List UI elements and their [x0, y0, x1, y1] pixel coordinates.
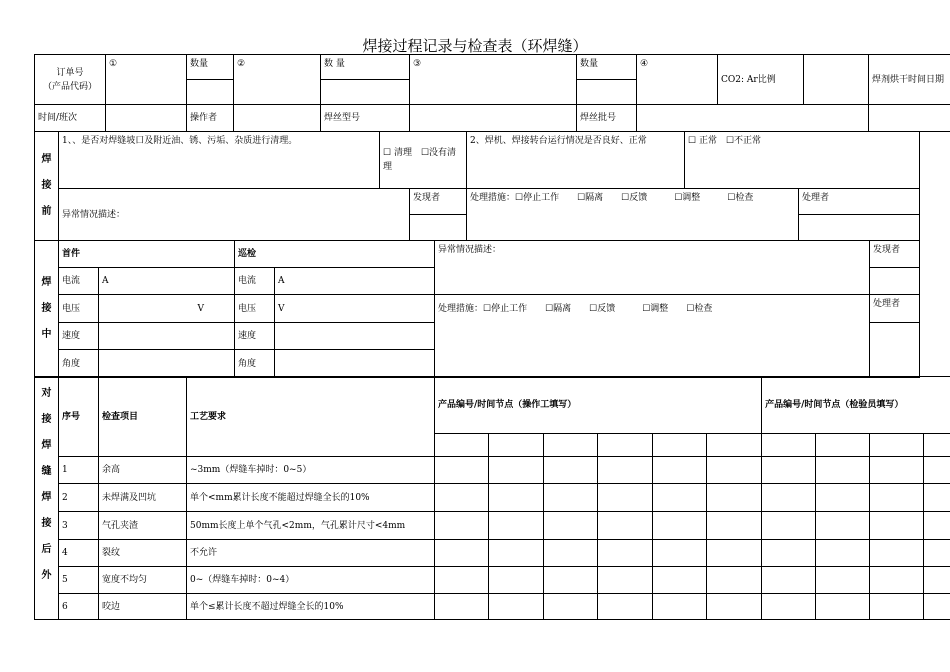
co2-ratio-label: CO2: Ar比例 — [718, 55, 804, 105]
during-finder-label: 发现者 — [870, 241, 920, 268]
cell[interactable] — [816, 457, 870, 484]
qty-value-1[interactable] — [187, 80, 234, 105]
cell[interactable] — [870, 540, 924, 567]
cell[interactable] — [653, 484, 707, 512]
row-req: 单个<mm累计长度不能超过焊缝全长的10% — [187, 484, 435, 512]
circle-4: ④ — [640, 59, 649, 69]
row-req: 0~（焊缝车掉时：0~4） — [187, 567, 435, 594]
cell[interactable] — [924, 540, 950, 567]
row-no: 2 — [59, 484, 99, 512]
order-no-text: 订单号 — [56, 67, 84, 78]
op-node-2[interactable] — [489, 434, 544, 457]
cell[interactable] — [924, 484, 950, 512]
qty-label-2: 数 量 — [321, 55, 410, 80]
cell[interactable] — [598, 512, 653, 540]
row-item: 宽度不均匀 — [99, 567, 187, 594]
order-slot-1[interactable] — [106, 55, 187, 80]
cell[interactable] — [870, 567, 924, 594]
q1-options[interactable]: ☐ 清理 ☐没有清理 — [380, 132, 467, 189]
first-speed-label: 速度 — [59, 323, 99, 350]
during-abnormal[interactable]: 异常情况描述： — [435, 241, 870, 295]
before-weld-table — [34, 131, 920, 241]
table-row — [35, 540, 950, 567]
col-item-header: 检查项目 — [99, 377, 187, 457]
before-finder-label: 发现者 — [410, 189, 467, 215]
order-value-1[interactable] — [106, 80, 187, 105]
qty-value-2[interactable] — [321, 80, 410, 105]
q2-options[interactable]: ☐ 正常 ☐不正常 — [685, 132, 920, 189]
cell[interactable] — [544, 540, 598, 567]
before-weld-label: 焊 接 前 — [35, 132, 59, 241]
cell[interactable] — [489, 594, 544, 620]
after-weld-label: 对 接 焊 缝 焊 接 后 外 — [35, 377, 59, 620]
insp-node-1[interactable] — [762, 434, 816, 457]
cell[interactable] — [435, 484, 489, 512]
time-shift-label: 时间/班次 — [35, 105, 106, 132]
page-title: 焊接过程记录与检查表（环焊缝） — [362, 37, 588, 55]
wire-model-value[interactable] — [410, 105, 577, 132]
during-weld-label: 焊 接 中 — [35, 241, 59, 378]
qty-label-1: 数量 — [187, 55, 234, 80]
cell[interactable] — [544, 567, 598, 594]
during-handler-value[interactable] — [870, 323, 920, 378]
table-row — [35, 512, 950, 540]
cell[interactable] — [762, 540, 816, 567]
insp-node-3[interactable] — [870, 434, 924, 457]
cell[interactable] — [816, 594, 870, 620]
cell[interactable] — [598, 457, 653, 484]
before-abnormal[interactable]: 异常情况描述： — [59, 189, 410, 241]
row-no: 6 — [59, 594, 99, 620]
order-slot-3[interactable] — [410, 55, 577, 80]
insp-node-2[interactable] — [816, 434, 870, 457]
cell[interactable] — [762, 567, 816, 594]
order-no-label — [35, 55, 106, 105]
cell[interactable] — [489, 540, 544, 567]
order-slot-2[interactable] — [234, 55, 321, 80]
cell[interactable] — [653, 540, 707, 567]
patrol-current-value[interactable]: A — [275, 268, 435, 295]
cell[interactable] — [870, 484, 924, 512]
during-measures[interactable]: 处理措施：☐停止工作 ☐隔离 ☐反馈 ☐调整 ☐检查 — [435, 295, 870, 378]
row-req: 不允许 — [187, 540, 435, 567]
cell[interactable] — [762, 594, 816, 620]
row-no: 5 — [59, 567, 99, 594]
during-handler-label: 处理者 — [870, 295, 920, 323]
order-slot-4[interactable] — [637, 55, 718, 80]
row-no: 4 — [59, 540, 99, 567]
row-req: 50mm长度上单个气孔<2mm，气孔累计尺寸<4mm — [187, 512, 435, 540]
first-current-label: 电流 — [59, 268, 99, 295]
row-req: ~3mm（焊缝车掉时：0~5） — [187, 457, 435, 484]
patrol-header: 巡检 — [235, 241, 435, 268]
col-inspector-header: 产品编号/时间节点（检验员填写） — [762, 377, 950, 434]
q2-machine: 2、焊机、焊接转台运行情况是否良好、正常 — [467, 132, 685, 189]
before-finder-value[interactable] — [410, 215, 467, 241]
q1-cleaning: 1、、是否对焊缝坡口及附近油、锈、污垢、杂质进行清理。 — [59, 132, 380, 189]
order-value-2[interactable] — [234, 80, 321, 105]
row-item: 咬边 — [99, 594, 187, 620]
co2-ratio-value[interactable] — [804, 55, 869, 105]
cell[interactable] — [544, 457, 598, 484]
cell[interactable] — [489, 484, 544, 512]
cell[interactable] — [816, 484, 870, 512]
op-node-5[interactable] — [653, 434, 707, 457]
qty-value-3[interactable] — [577, 80, 637, 105]
header-table — [34, 54, 950, 132]
patrol-speed-value[interactable] — [275, 323, 435, 350]
patrol-current-label: 电流 — [235, 268, 275, 295]
cell[interactable] — [707, 540, 762, 567]
cell[interactable] — [707, 484, 762, 512]
cell[interactable] — [653, 457, 707, 484]
cell[interactable] — [816, 540, 870, 567]
row-no: 3 — [59, 512, 99, 540]
before-handler-label: 处理者 — [799, 189, 920, 215]
row-item: 未焊满及凹坑 — [99, 484, 187, 512]
cell[interactable] — [653, 567, 707, 594]
first-speed-value[interactable] — [99, 323, 235, 350]
operator-value[interactable] — [234, 105, 321, 132]
cell[interactable] — [489, 567, 544, 594]
cell[interactable] — [435, 567, 489, 594]
cell[interactable] — [762, 512, 816, 540]
patrol-speed-label: 速度 — [235, 323, 275, 350]
cell[interactable] — [870, 512, 924, 540]
op-node-1[interactable] — [435, 434, 489, 457]
after-weld-table — [34, 376, 950, 620]
cell[interactable] — [816, 512, 870, 540]
circle-3: ③ — [413, 59, 422, 69]
cell[interactable] — [598, 484, 653, 512]
cell[interactable] — [924, 512, 950, 540]
cell[interactable] — [544, 594, 598, 620]
col-no-header: 序号 — [59, 377, 99, 457]
first-angle-value[interactable] — [99, 350, 235, 378]
table-row — [35, 567, 950, 594]
first-current-value[interactable]: A — [99, 268, 235, 295]
cell[interactable] — [489, 512, 544, 540]
cell[interactable] — [435, 512, 489, 540]
patrol-angle-label: 角度 — [235, 350, 275, 378]
cell[interactable] — [870, 594, 924, 620]
first-voltage-label: 电压 — [59, 295, 99, 323]
patrol-voltage-label: 电压 — [235, 295, 275, 323]
circle-2: ② — [237, 59, 246, 69]
cell[interactable] — [544, 484, 598, 512]
row-req: 单个≤累计长度不超过焊缝全长的10% — [187, 594, 435, 620]
cell[interactable] — [653, 594, 707, 620]
cell[interactable] — [924, 594, 950, 620]
cell[interactable] — [707, 457, 762, 484]
op-node-4[interactable] — [598, 434, 653, 457]
order-value-4[interactable] — [637, 80, 718, 105]
flux-dry-label: 焊剂烘干时间日期 — [869, 55, 950, 105]
cell[interactable] — [924, 567, 950, 594]
table-row — [35, 594, 950, 620]
cell[interactable] — [598, 540, 653, 567]
patrol-voltage-value[interactable]: V — [275, 295, 435, 323]
circle-1: ① — [109, 59, 118, 69]
cell[interactable] — [489, 457, 544, 484]
operator-label: 操作者 — [187, 105, 234, 132]
insp-node-4[interactable] — [924, 434, 950, 457]
wire-batch-label: 焊丝批号 — [577, 105, 637, 132]
before-measures[interactable]: 处理措施：☐停止工作 ☐隔离 ☐反馈 ☐调整 ☐检查 — [467, 189, 799, 241]
cell[interactable] — [707, 594, 762, 620]
flux-dry-value[interactable] — [869, 105, 950, 132]
cell[interactable] — [435, 594, 489, 620]
col-operator-header: 产品编号/时间节点（操作工填写） — [435, 377, 762, 434]
patrol-angle-value[interactable] — [275, 350, 435, 378]
before-handler-value[interactable] — [799, 215, 920, 241]
row-no: 1 — [59, 457, 99, 484]
cell[interactable] — [653, 512, 707, 540]
wire-batch-value[interactable] — [637, 105, 869, 132]
during-weld-table — [34, 240, 920, 378]
op-node-3[interactable] — [544, 434, 598, 457]
cell[interactable] — [598, 594, 653, 620]
op-node-6[interactable] — [707, 434, 762, 457]
cell[interactable] — [544, 512, 598, 540]
table-row — [35, 484, 950, 512]
cell[interactable] — [707, 567, 762, 594]
during-finder-value[interactable] — [870, 268, 920, 295]
cell[interactable] — [435, 457, 489, 484]
cell[interactable] — [924, 457, 950, 484]
cell[interactable] — [762, 457, 816, 484]
cell[interactable] — [816, 567, 870, 594]
cell[interactable] — [762, 484, 816, 512]
qty-label-3: 数量 — [577, 55, 637, 80]
order-value-3[interactable] — [410, 80, 577, 105]
row-item: 气孔夹渣 — [99, 512, 187, 540]
row-item: 裂纹 — [99, 540, 187, 567]
first-angle-label: 角度 — [59, 350, 99, 378]
time-shift-value[interactable] — [106, 105, 187, 132]
cell[interactable] — [598, 567, 653, 594]
wire-model-label: 焊丝型号 — [321, 105, 410, 132]
col-req-header: 工艺要求 — [187, 377, 435, 457]
table-row — [35, 457, 950, 484]
cell[interactable] — [707, 512, 762, 540]
cell[interactable] — [870, 457, 924, 484]
first-piece-header: 首件 — [59, 241, 235, 268]
first-voltage-value[interactable]: V — [99, 295, 235, 323]
product-code-text: （产品代码） — [42, 81, 97, 92]
row-item: 余高 — [99, 457, 187, 484]
cell[interactable] — [435, 540, 489, 567]
